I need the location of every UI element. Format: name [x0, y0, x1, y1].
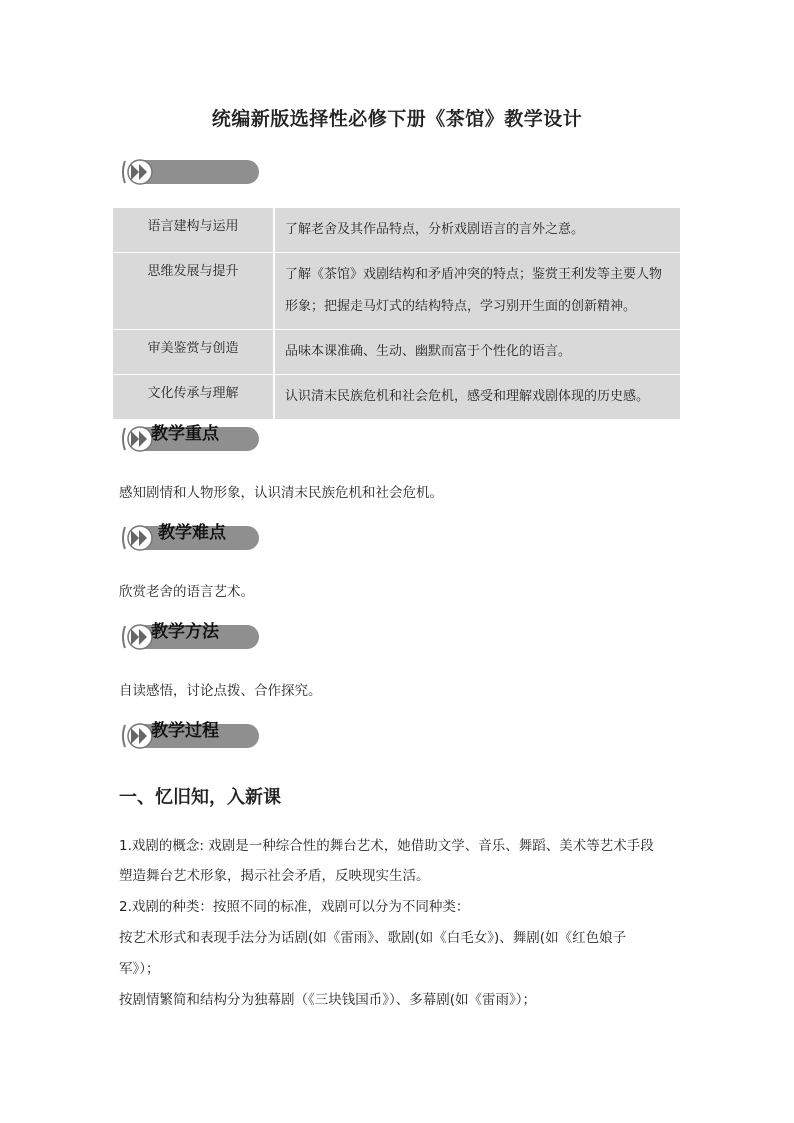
body-line: 按剧情繁简和结构分为独幕剧（《三块钱国币》）、多幕剧(如《雷雨》）；	[119, 992, 537, 1008]
table-value-cell: 认识清末民族危机和社会危机，感受和理解戏剧体现的历史感。	[274, 375, 680, 420]
core-literacy-table	[113, 207, 680, 419]
table-row	[113, 330, 680, 375]
method-banner	[121, 623, 259, 649]
table-key-cell: 思维发展与提升	[113, 253, 274, 330]
body-line: 1.戏剧的概念: 戏剧是一种综合性的舞台艺术，她借助文学、音乐、舞蹈、美术等艺术手段	[119, 838, 654, 854]
table-value-cell: 了解老舍及其作品特点，分析戏剧语言的言外之意。	[274, 208, 680, 253]
table-row	[113, 208, 680, 253]
document-title: 统编新版选择性必修下册《茶馆》教学设计	[211, 108, 583, 130]
body-line: 塑造舞台艺术形象，揭示社会矛盾，反映现实生活。	[119, 868, 430, 884]
focus-text: 感知剧情和人物形象，认识清末民族危机和社会危机。	[119, 485, 443, 501]
double-chevron-icon	[121, 158, 161, 186]
section-title: 教学难点	[158, 523, 226, 543]
table-row	[113, 375, 680, 420]
body-line: 2.戏剧的种类：按照不同的标准，戏剧可以分为不同种类：	[119, 899, 470, 915]
goals-banner	[121, 158, 259, 184]
section-title: 教学过程	[151, 721, 219, 741]
difficulty-banner	[121, 524, 259, 550]
body-line: 按艺术形式和表现手法分为话剧(如《雷雨》、歌剧(如《白毛女》)、舞剧(如《红色娘子	[119, 930, 627, 946]
double-chevron-icon	[121, 524, 161, 552]
process-banner	[121, 722, 259, 748]
table-key-cell: 文化传承与理解	[113, 375, 274, 420]
table-key-cell: 语言建构与运用	[113, 208, 274, 253]
part1-heading: 一、忆旧知，入新课	[119, 787, 281, 808]
focus-banner	[121, 425, 259, 451]
table-key-cell: 审美鉴赏与创造	[113, 330, 274, 375]
table-value-cell: 了解《茶馆》戏剧结构和矛盾冲突的特点；鉴赏王利发等主要人物形象；把握走马灯式的结构特点，学习别开生面的创新精神。	[274, 253, 680, 330]
body-line: 军》）；	[119, 961, 160, 977]
section-title: 教学重点	[151, 424, 219, 444]
table-value-cell: 品味本课准确、生动、幽默而富于个性化的语言。	[274, 330, 680, 375]
difficulty-text: 欣赏老舍的语言艺术。	[119, 584, 254, 600]
table-row	[113, 253, 680, 330]
section-title: 教学方法	[151, 622, 219, 642]
method-text: 自读感悟，讨论点拨、合作探究。	[119, 683, 322, 699]
